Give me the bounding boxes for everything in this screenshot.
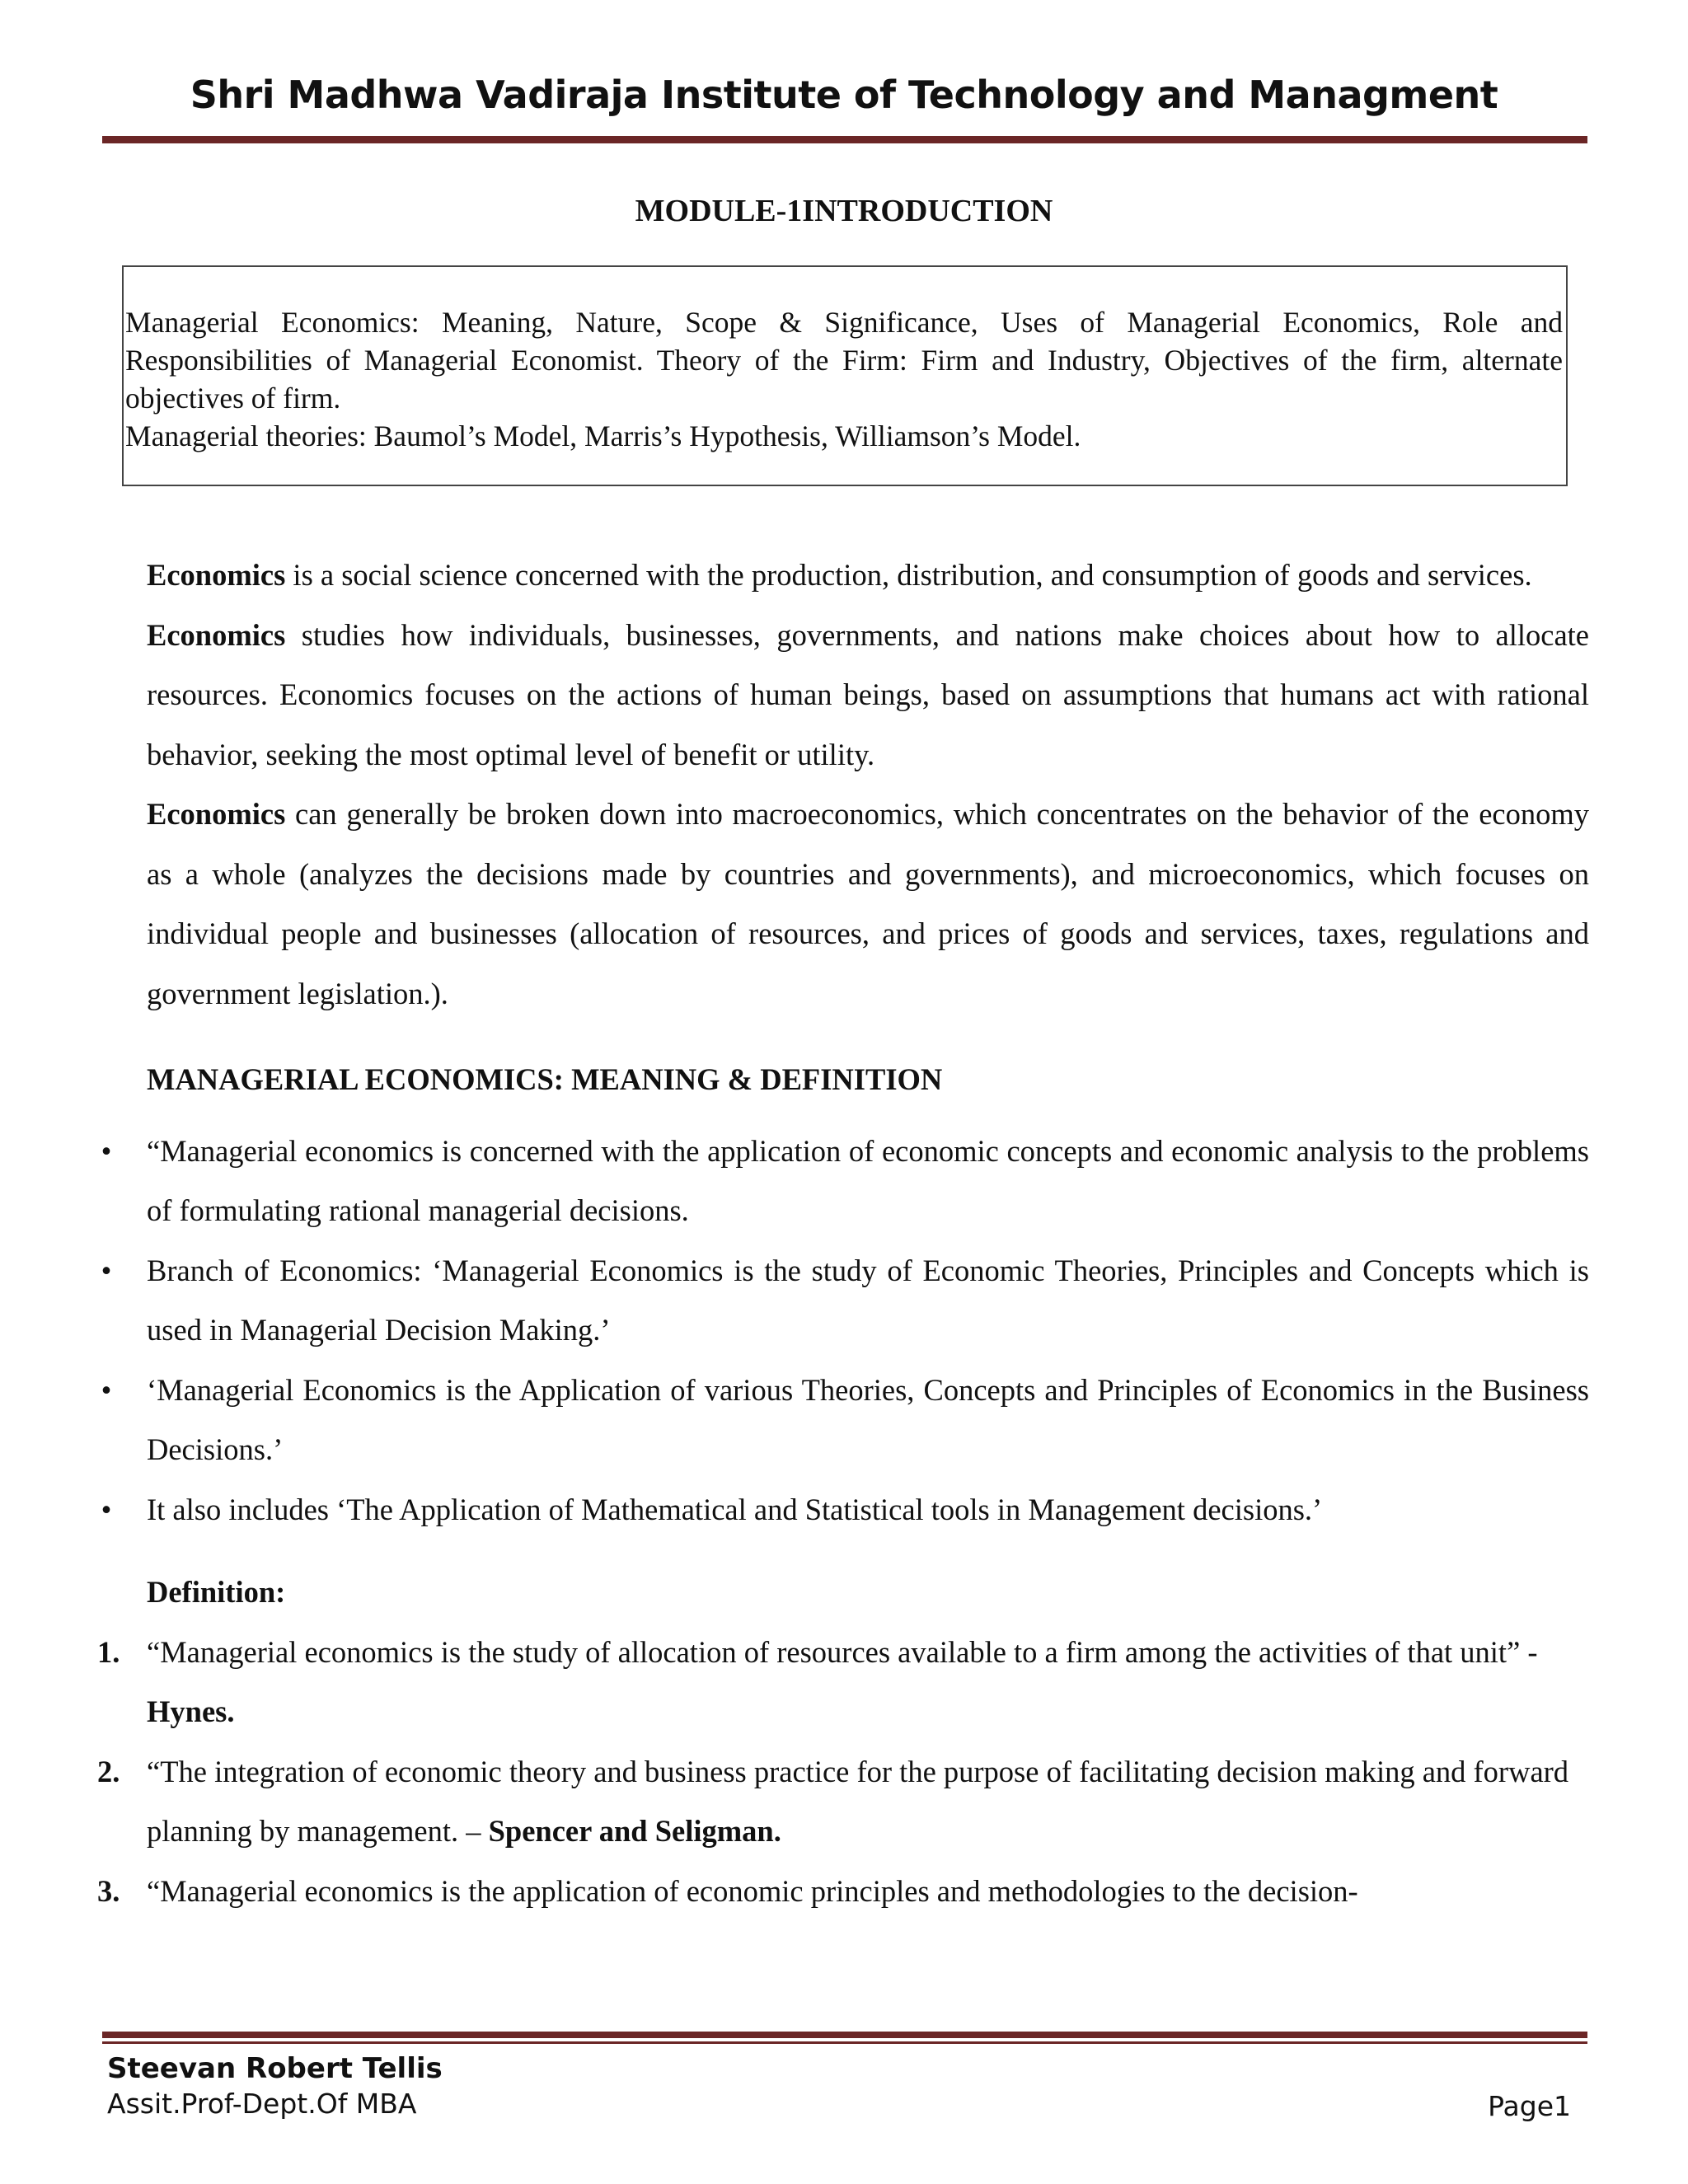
section-heading: MANAGERIAL ECONOMICS: MEANING & DEFINITION (147, 1062, 943, 1096)
header-rule (102, 136, 1587, 143)
intro-text: is a social science concerned with the production, distribution, and consumption of goods and services. (285, 558, 1532, 592)
item-number: 2. (97, 1754, 120, 1788)
footer-rule (102, 2032, 1587, 2038)
intro-paragraph (147, 785, 1589, 1024)
bullet-text: Branch of Economics: ‘Managerial Economics is the study of Economic Theories, Principles and Concepts which is used in Managerial Decision Making.’ (147, 1253, 1589, 1347)
list-item (101, 1241, 1589, 1361)
list-item (97, 1862, 1589, 1922)
intro-term: Economics (147, 558, 286, 592)
bullet-icon: • (101, 1253, 112, 1287)
footer-rule-thin (102, 2041, 1587, 2044)
syllabus-line: Managerial Economics: Meaning, Nature, Scope & Significance, Uses of Managerial Economics, Role and Responsibilities of Managerial Economist. Theory of the Firm: Firm and Industry, Objectives of the firm, alternate objectives of firm. (125, 306, 1563, 415)
definition-heading: Definition: (147, 1575, 286, 1609)
item-number: 1. (97, 1634, 120, 1669)
definition-author: Spencer and Seligman. (488, 1814, 781, 1848)
list-item (101, 1122, 1589, 1241)
module-title: MODULE-1INTRODUCTION (635, 194, 1053, 228)
meaning-bullet-list (101, 1122, 1589, 1540)
definition-list (97, 1623, 1589, 1922)
intro-term: Economics (147, 797, 286, 831)
syllabus-line: Managerial theories: Baumol’s Model, Marris’s Hypothesis, Williamson’s Model. (125, 419, 1081, 452)
definition-text: “The integration of economic theory and business practice for the purpose of facilitating decision making and forward planning by management. – (147, 1754, 1569, 1848)
footer-author-name: Steevan Robert Tellis (107, 2052, 443, 2085)
intro-term: Economics (147, 617, 286, 652)
bullet-icon: • (101, 1372, 112, 1407)
bullet-text: It also includes ‘The Application of Mathematical and Statistical tools in Management decisions.’ (147, 1492, 1323, 1526)
bullet-icon: • (101, 1492, 112, 1526)
intro-paragraph (147, 546, 1589, 606)
footer-department: Assit.Prof-Dept.Of MBA (107, 2088, 417, 2120)
institute-title: Shri Madhwa Vadiraja Institute of Technology and Managment (190, 73, 1498, 117)
list-item (97, 1742, 1589, 1862)
intro-paragraph (147, 606, 1589, 785)
list-item (97, 1623, 1589, 1742)
list-item (101, 1480, 1589, 1540)
item-number: 3. (97, 1873, 120, 1908)
definition-text: “Managerial economics is the application of economic principles and methodologies to the decision- (147, 1873, 1358, 1908)
page-number: Page1 (1488, 2090, 1571, 2122)
bullet-text: “Managerial economics is concerned with the application of economic concepts and economic analysis to the problems of formulating rational managerial decisions. (147, 1133, 1589, 1227)
list-item (101, 1361, 1589, 1480)
definition-author: Hynes. (147, 1694, 235, 1728)
syllabus-box (122, 265, 1568, 486)
document-body (97, 546, 1589, 1921)
definition-text: “Managerial economics is the study of allocation of resources available to a firm among the activities of that unit” - (147, 1634, 1538, 1669)
intro-text: studies how individuals, businesses, governments, and nations make choices about how to allocate resources. Economics focuses on the actions of human beings, based on assumptions that humans act with rational behavior, seeking the most optimal level of benefit or utility. (147, 617, 1589, 771)
bullet-text: ‘Managerial Economics is the Application of various Theories, Concepts and Principles of Economics in the Business Decisions.’ (147, 1372, 1589, 1466)
bullet-icon: • (101, 1133, 112, 1168)
intro-text: can generally be broken down into macroeconomics, which concentrates on the behavior of the economy as a whole (analyzes the decisions made by countries and governments), and microeconomics, which focuses on individual people and businesses (allocation of resources, and prices of goods and services, taxes, regulations and government legislation.). (147, 797, 1589, 1010)
